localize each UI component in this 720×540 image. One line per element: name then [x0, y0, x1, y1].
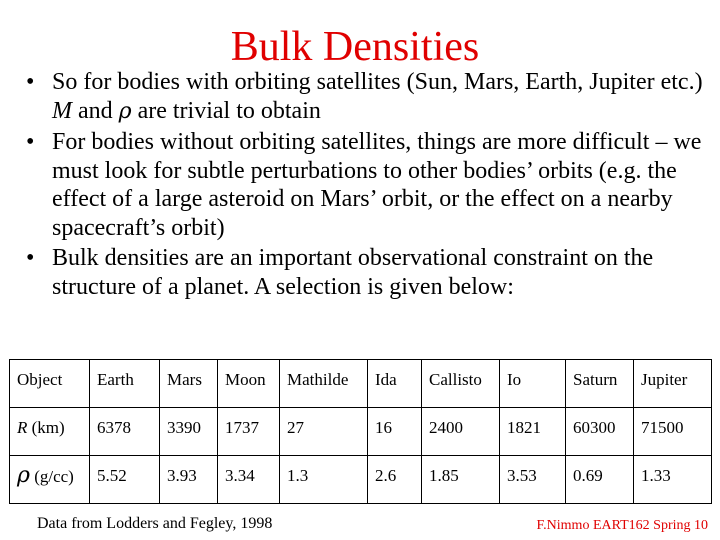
table-cell: 1.33	[634, 456, 712, 504]
table-cell: Callisto	[422, 360, 500, 408]
mass-symbol: M	[52, 97, 72, 124]
table-cell: Saturn	[566, 360, 634, 408]
table-cell: 6378	[90, 408, 160, 456]
radius-symbol: R	[17, 418, 28, 437]
table-row	[10, 408, 712, 456]
bullet-list	[22, 68, 712, 303]
table-cell: 16	[368, 408, 422, 456]
table-cell: Moon	[218, 360, 280, 408]
table-cell: Mars	[160, 360, 218, 408]
table-cell: Ida	[368, 360, 422, 408]
table-cell: 3.34	[218, 456, 280, 504]
table-cell: Object	[10, 360, 90, 408]
table-cell: Earth	[90, 360, 160, 408]
bullet-item	[22, 128, 712, 242]
data-source-note: Data from Lodders and Fegley, 1998	[37, 515, 273, 532]
table-cell: Io	[500, 360, 566, 408]
table-cell: 3.93	[160, 456, 218, 504]
table-cell: 1737	[218, 408, 280, 456]
density-table	[9, 359, 712, 504]
bullet-text-segment: are trivial to obtain	[131, 97, 321, 124]
table-cell: 1821	[500, 408, 566, 456]
table-cell: Mathilde	[280, 360, 368, 408]
bullet-dot-icon: •	[26, 129, 35, 155]
table-cell: 2400	[422, 408, 500, 456]
table-header-row	[10, 360, 712, 408]
bullet-item	[22, 244, 712, 301]
bullet-text-segment: So for bodies with orbiting satellites (Sun, Mars, Earth, Jupiter etc.)	[52, 69, 703, 95]
table-cell: 3390	[160, 408, 218, 456]
table-cell: 1.3	[280, 456, 368, 504]
bullet-dot-icon: •	[26, 69, 35, 95]
author-footer: F.Nimmo EART162 Spring 10	[536, 518, 708, 533]
table-cell: Jupiter	[634, 360, 712, 408]
table-row-label	[10, 456, 90, 504]
table-cell: 1.85	[422, 456, 500, 504]
table-row-label	[10, 408, 90, 456]
bullet-text: For bodies without orbiting satellites, things are more difficult – we must look for subtle perturbations to other bodies’ orbits (e.g. the effect of a large asteroid on Mars’ orbit, or the effect on a nearby spacecraft’s orbit)	[52, 129, 702, 241]
density-symbol: ρ	[118, 98, 132, 124]
table-row	[10, 456, 712, 504]
slide-title: Bulk Densities	[230, 24, 480, 70]
bullet-dot-icon: •	[26, 245, 35, 271]
density-symbol: ρ	[17, 463, 30, 488]
table-cell: 0.69	[566, 456, 634, 504]
unit-label: (km)	[27, 418, 65, 437]
table-cell: 3.53	[500, 456, 566, 504]
unit-label: (g/cc)	[29, 467, 74, 486]
table-cell: 2.6	[368, 456, 422, 504]
bullet-item	[22, 68, 712, 126]
table-cell: 71500	[634, 408, 712, 456]
bullet-text: Bulk densities are an important observational constraint on the structure of a planet. A selection is given below:	[52, 245, 654, 300]
table-cell: 27	[280, 408, 368, 456]
table-cell: 5.52	[90, 456, 160, 504]
table-cell: 60300	[566, 408, 634, 456]
bullet-text-segment: and	[72, 97, 119, 124]
